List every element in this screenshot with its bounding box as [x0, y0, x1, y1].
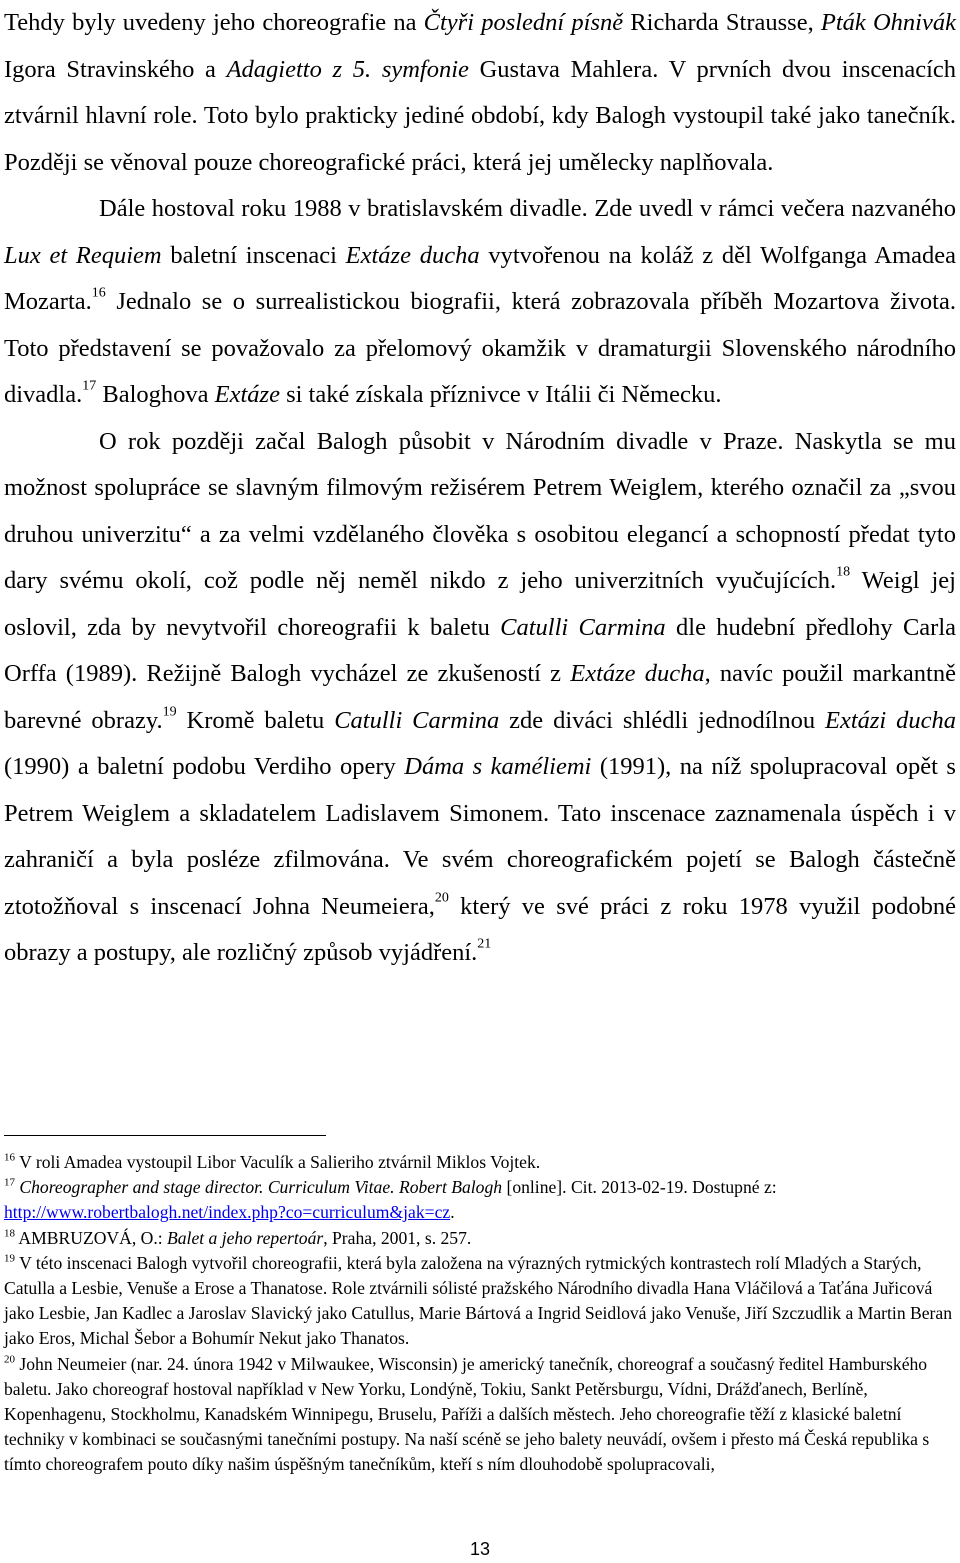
footnote-ref[interactable]: 20: [434, 889, 449, 905]
footnote-text: John Neumeier (nar. 24. února 1942 v Milwaukee, Wisconsin) je americký tanečník, choreograf a současný ředitel Hamburského baletu. Jako choreograf hostoval například v New Yorku, Londýně, Tokiu, Sankt Petěrsburgu, Vídni, Drážďanech, Berlíně, Kopenhagenu, Stockholmu, Kanadském Winnipegu, Bruselu, Paříži a dalších městech. Jeho choreografie těží z klasické baletní techniky v kombinaci se současnými tanečními postupy. Na naší scéně se jeho balety neuvádí, ovšem i přesto má Česká republika s tímto choreografem pouto díky našim úspěšným tanečníkům, kteří s ním dlouhodobě spolupracovali,: [4, 1353, 930, 1475]
text-run: dle hudební předlohy Carla Orffa (1989). Režijně Balogh vycházel ze zkušeností z: [4, 613, 957, 687]
text-run: Baloghova: [96, 381, 215, 408]
italic-title: Extáze ducha: [345, 241, 480, 269]
text-run: Gustava Mahlera. V prvních dvou inscenacích ztvárnil hlavní role. Toto bylo prakticky jediné období, kdy Balogh vystoupil také jako tanečník. Později se věnoval pouze choreografické práci, která jej umělecky naplňovala.: [4, 55, 957, 176]
footnote-number: 19: [4, 1252, 15, 1265]
footnote-ref[interactable]: 21: [477, 936, 492, 952]
text-run: Igora Stravinského a: [4, 55, 227, 83]
italic-title: Adagietto z 5. symfonie: [226, 55, 469, 83]
footnote-separator: [4, 1135, 326, 1136]
text-run: O rok později začal Balogh působit v Národním divadle v Praze. Naskytla se mu možnost spolupráce se slavným filmovým režisérem Petrem Weiglem, kterého označil za „svou druhou univerzitu“ a za velmi vzdělaného člověka s osobitou elegancí a schopností předat tyto dary svému okolí, což podle něj neměl nikdo z jeho univerzitních vyučujících.: [4, 427, 956, 594]
paragraph-3: [4, 419, 956, 977]
footnote-italic: Balet a jeho repertoár: [167, 1227, 324, 1248]
italic-title: Extáze ducha: [570, 660, 705, 687]
text-run: (1990) a baletní podobu Verdiho opery: [4, 753, 405, 780]
footnote-16: [4, 1150, 956, 1175]
footnote-text: V roli Amadea vystoupil Libor Vaculík a Salieriho ztvárnil Miklos Vojtek.: [15, 1152, 541, 1172]
text-run: Weigl jej oslovil, zda by nevytvořil choreografii k baletu: [4, 567, 956, 641]
footnote-text: , Praha, 2001, s. 257.: [323, 1227, 472, 1248]
text-run: si také získala příznivce v Itálii či Německu.: [279, 381, 722, 408]
footnote-italic: Choreographer and stage director. Curriculum Vitae. Robert Balogh: [15, 1177, 503, 1198]
footnote-18: [4, 1226, 956, 1251]
text-run: Richarda Strausse,: [623, 9, 821, 36]
footnote-19: [4, 1251, 956, 1352]
main-text: [4, 0, 956, 977]
footnote-number: 17: [4, 1176, 15, 1189]
footnote-ref[interactable]: 16: [91, 285, 106, 301]
page-number: 13: [469, 1539, 491, 1559]
footnote-number: 18: [4, 1226, 15, 1239]
footnotes: [4, 1150, 956, 1478]
italic-title: Lux et Requiem: [4, 241, 162, 269]
italic-title: Catulli Carmina: [500, 613, 666, 641]
text-run: Kromě baletu: [176, 706, 335, 734]
footnote-text: AMBRUZOVÁ, O.:: [15, 1227, 168, 1248]
footnote-link[interactable]: http://www.robertbalogh.net/index.php?co=curriculum&jak=cz: [4, 1202, 451, 1223]
text-run: Jednalo se o surrealistickou biografii, která zobrazovala příběh Mozartova života. Toto představení se považovalo za přelomový okamžik v dramaturgii Slovenského národního divadla.: [4, 288, 956, 408]
footnote-text: .: [450, 1202, 455, 1223]
footnote-ref[interactable]: 18: [836, 564, 851, 580]
text-run: , navíc použil markantně barevné obrazy.: [4, 660, 956, 734]
italic-title: Pták Ohnivák: [820, 9, 956, 36]
italic-title: Catulli Carmina: [334, 706, 500, 734]
text-run: baletní inscenaci: [161, 241, 346, 269]
text-run: zde diváci shlédli jednodílnou: [499, 706, 825, 734]
footnote-17: [4, 1175, 956, 1225]
paragraph-2: [4, 186, 956, 419]
italic-title: Extázi ducha: [824, 706, 956, 734]
italic-title: Dáma s kaméliemi: [404, 753, 592, 780]
footnote-20: [4, 1352, 956, 1478]
italic-title: Čtyři poslední písně: [423, 9, 624, 36]
text-run: který ve své práci z roku 1978 využil podobné obrazy a postupy, ale rozličný způsob vyjádření.: [4, 892, 956, 966]
text-run: Tehdy byly uvedeny jeho choreografie na: [4, 9, 424, 36]
footnote-text: [online]. Cit. 2013-02-19. Dostupné z:: [502, 1177, 777, 1198]
footnote-number: 16: [4, 1151, 15, 1164]
document-page: [4, 0, 957, 1559]
italic-title: Extáze: [214, 381, 280, 408]
paragraph-1: [4, 0, 956, 186]
text-run: (1991), na níž spolupracoval opět s Petrem Weiglem a skladatelem Ladislavem Simonem. Tato inscenace zaznamenala úspěch i v zahraničí a byla posléze zfilmována. Ve svém choreografickém pojetí se Balogh částečně ztotožňoval s inscenací Johna Neumeiera,: [4, 753, 956, 920]
footnote-ref[interactable]: 17: [82, 378, 97, 394]
footnote-number: 20: [4, 1352, 15, 1365]
footnote-text: V této inscenaci Balogh vytvořil choreografii, která byla založena na výrazných rytmických kontrastech rolí Mladých a Starých, Catulla a Lesbie, Venuše a Erose a Thanatose. Role ztvárnili sólisté pražského Národního divadla Hana Vláčilová a Taťána Juřicová jako Lesbie, Jan Kadlec a Jaroslav Slavický jako Catullus, Marie Bártová a Ingrid Seidlová jako Venuše, Jiří Szczudlik a Martin Beran jako Eros, Michal Šebor a Bohumír Nekut jako Thanatos.: [4, 1252, 953, 1349]
text-run: Dále hostoval roku 1988 v bratislavském divadle. Zde uvedl v rámci večera nazvaného: [99, 195, 956, 222]
text-run: vytvořenou na koláž z děl Wolfganga Amadea Mozarta.: [4, 241, 956, 315]
footnote-ref[interactable]: 19: [162, 703, 177, 719]
